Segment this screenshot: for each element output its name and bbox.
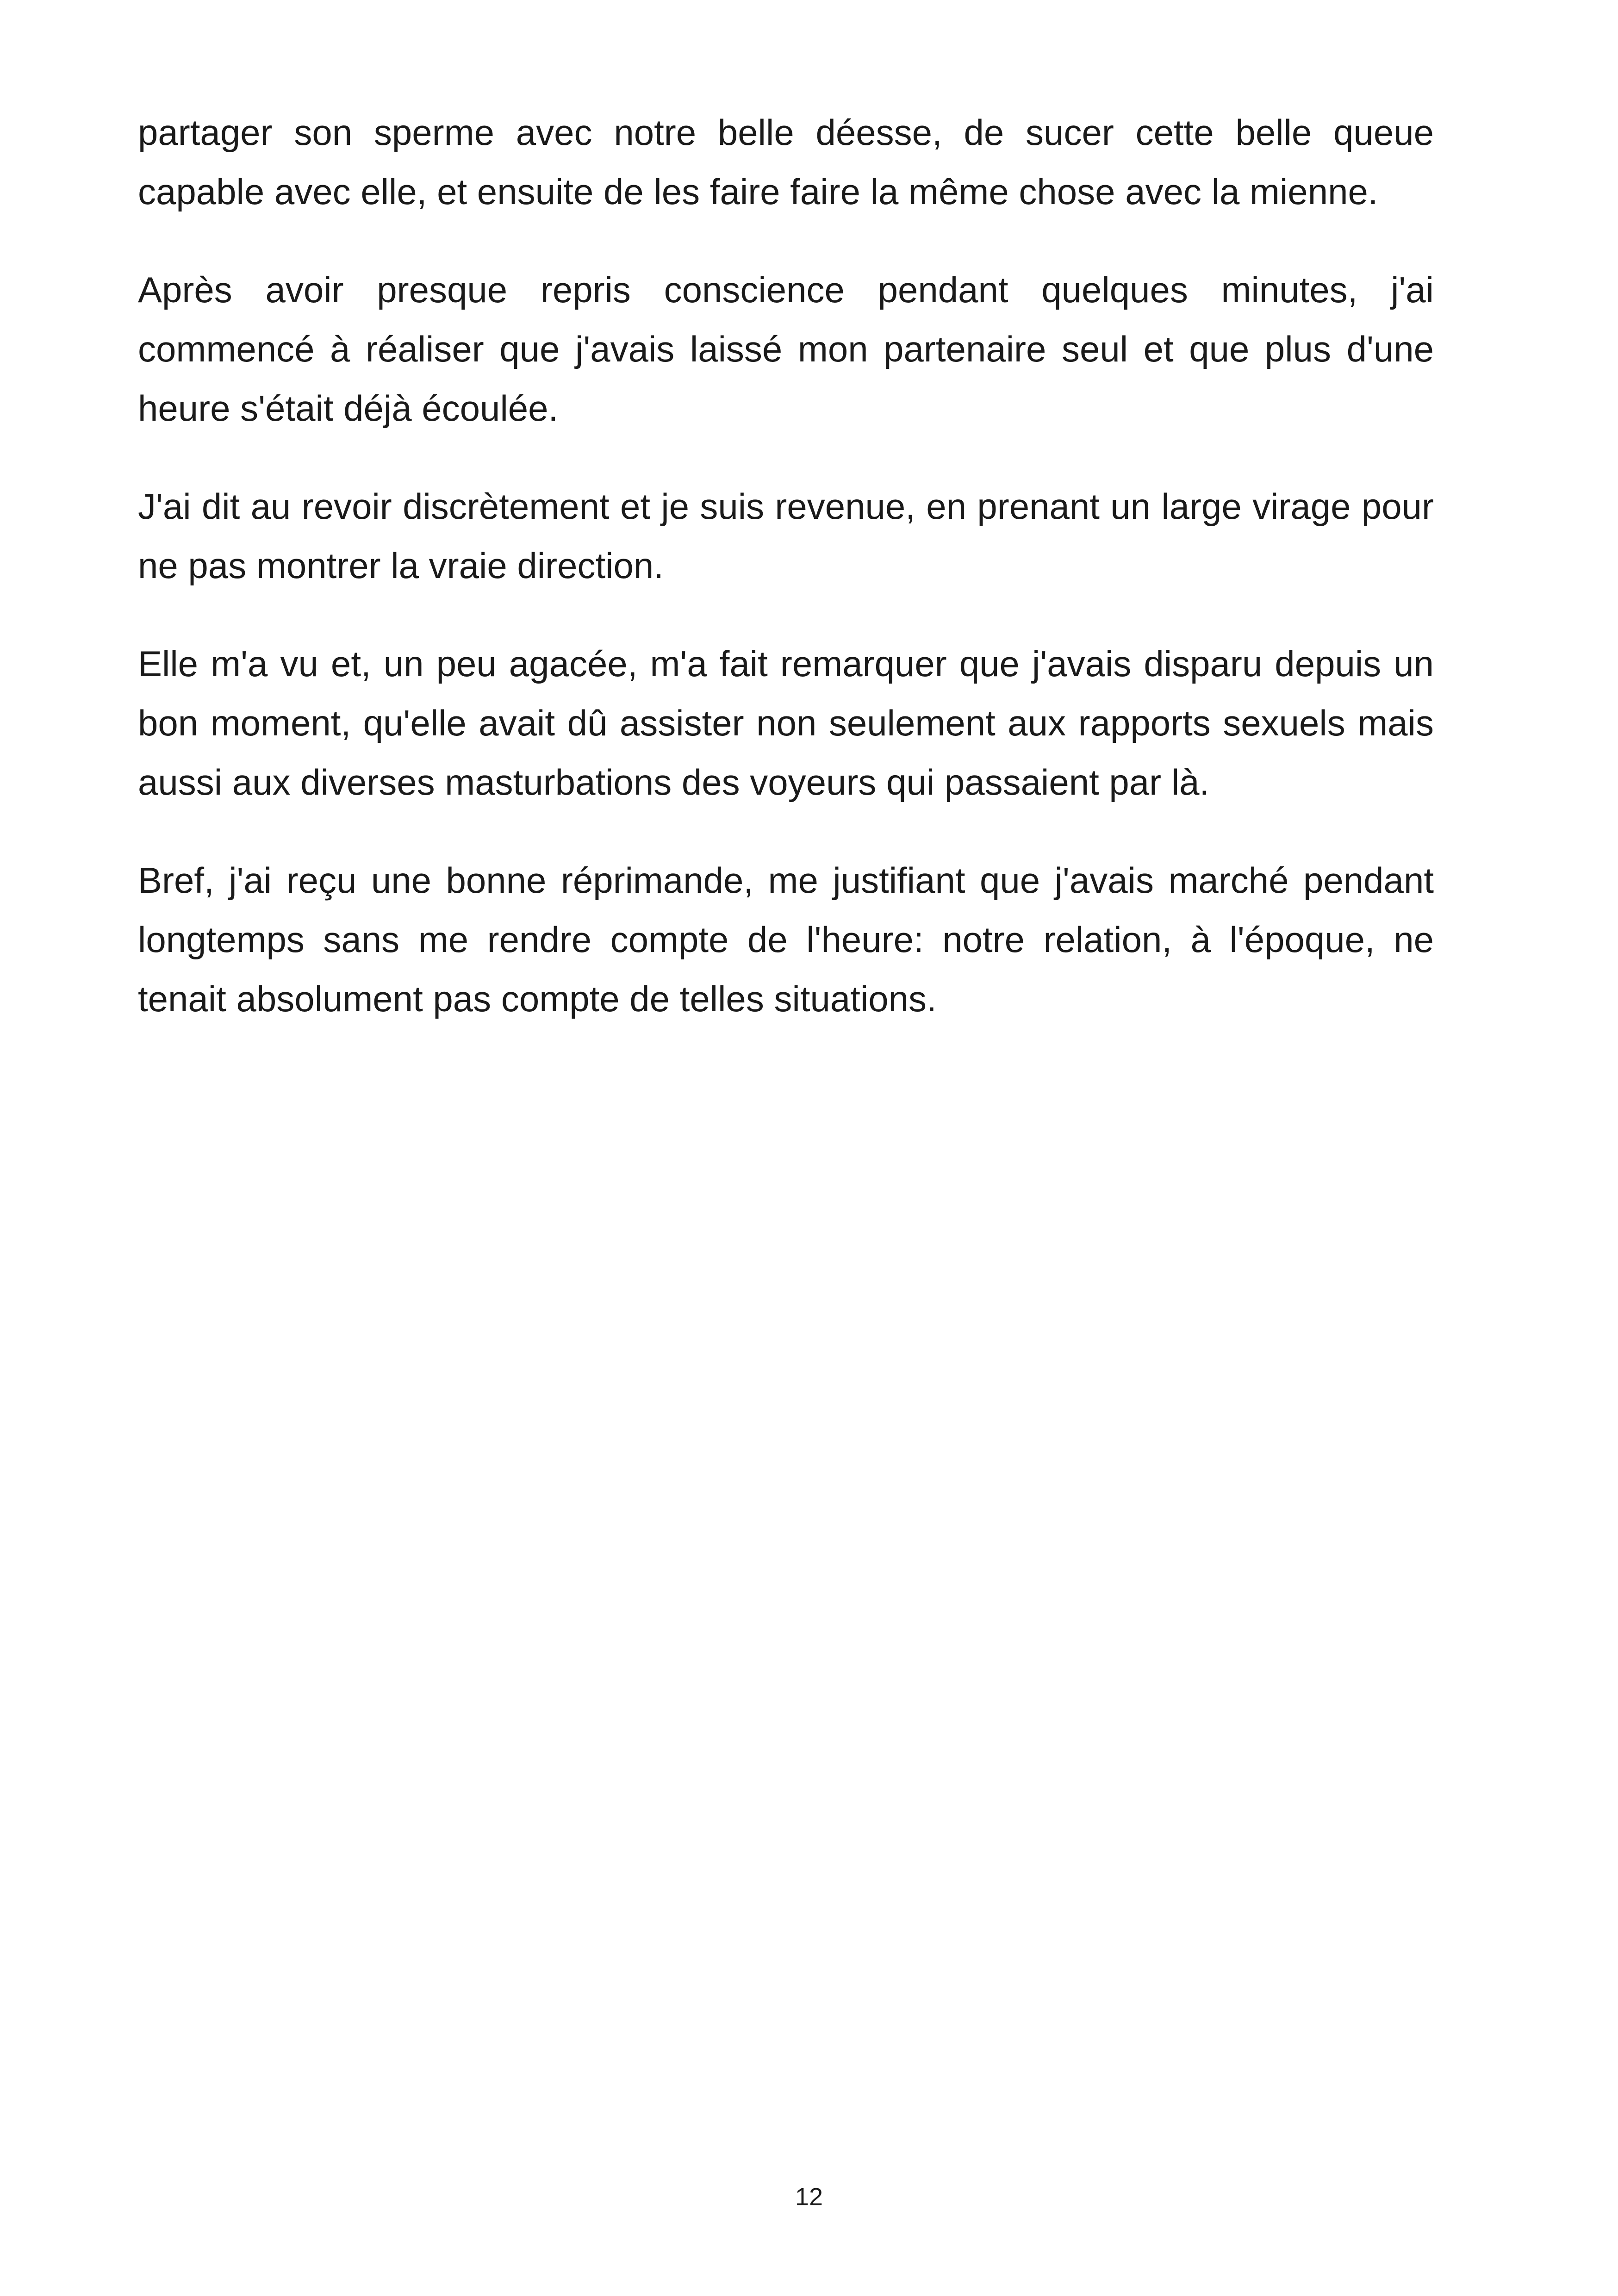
page-number: 12	[795, 2183, 823, 2211]
paragraph-2: Après avoir presque repris conscience pendant quelques minutes, j'ai commencé à réaliser que j'avais laissé mon partenaire seul et que plus d'une heure s'était déjà écoulée.	[138, 269, 1434, 429]
paragraph-4: Elle m'a vu et, un peu agacée, m'a fait remarquer que j'avais disparu depuis un bon moment, qu'elle avait dû assister non seulement aux rapports sexuels mais aussi aux diverses masturbations des voyeurs qui passaient par là.	[138, 643, 1434, 803]
paragraph-1: partager son sperme avec notre belle déesse, de sucer cette belle queue capable avec elle, et ensuite de les faire faire la même chose avec la mienne.	[138, 112, 1434, 212]
paragraph-5: Bref, j'ai reçu une bonne réprimande, me justifiant que j'avais marché pendant longtemps sans me rendre compte de l'heure: notre relation, à l'époque, ne tenait absolument pas compte de telles situations.	[138, 860, 1434, 1019]
paragraph-3: J'ai dit au revoir discrètement et je suis revenue, en prenant un large virage pour ne pas montrer la vraie direction.	[138, 486, 1434, 586]
body-text	[138, 103, 1434, 1067]
